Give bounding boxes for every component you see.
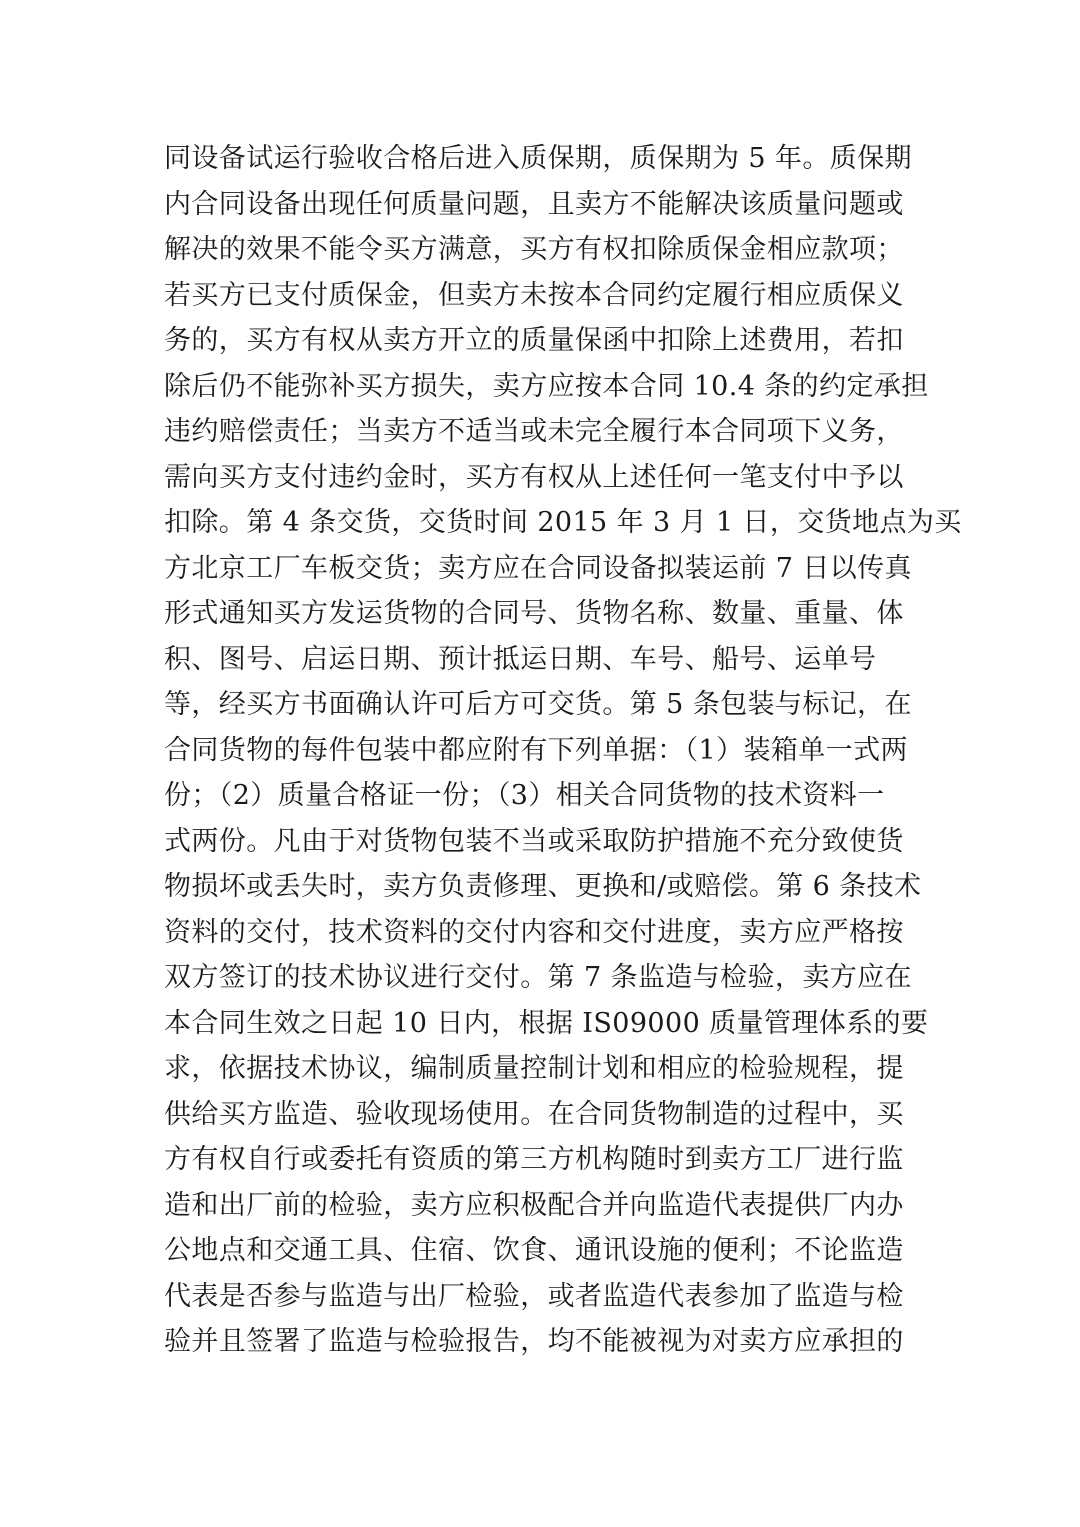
text-line: 违约赔偿责任；当卖方不适当或未完全履行本合同项下义务， bbox=[164, 416, 904, 447]
text-line: 资料的交付，技术资料的交付内容和交付进度，卖方应严格按 bbox=[164, 916, 904, 948]
text-line: 形式通知买方发运货物的合同号、货物名称、数量、重量、体 bbox=[164, 598, 904, 629]
text-line: 扣除。第 4 条交货，交货时间 2015 年 3 月 1 日，交货地点为买 bbox=[164, 507, 962, 538]
text-line: 内合同设备出现任何质量问题，且卖方不能解决该质量问题或 bbox=[164, 188, 904, 220]
text-line: 造和出厂前的检验，卖方应积极配合并向监造代表提供厂内办 bbox=[164, 1189, 904, 1221]
text-line: 需向买方支付违约金时，买方有权从上述任何一笔支付中予以 bbox=[164, 461, 904, 493]
text-line: 式两份。凡由于对货物包装不当或采取防护措施不充分致使货 bbox=[164, 825, 904, 857]
text-line: 本合同生效之日起 10 日内，根据 IS09000 质量管理体系的要 bbox=[164, 1007, 929, 1039]
text-line: 份；（2）质量合格证一份；（3）相关合同货物的技术资料一 bbox=[164, 780, 885, 811]
text-line: 供给买方监造、验收现场使用。在合同货物制造的过程中，买 bbox=[164, 1098, 904, 1130]
text-line: 等，经买方书面确认许可后方可交货。第 5 条包装与标记，在 bbox=[164, 689, 912, 720]
text-line: 合同货物的每件包装中都应附有下列单据：（1）装箱单一式两 bbox=[164, 734, 908, 766]
text-line: 若买方已支付质保金，但卖方未按本合同约定履行相应质保义 bbox=[164, 279, 904, 311]
contract-text-body bbox=[164, 136, 962, 1365]
text-line: 方有权自行或委托有资质的第三方机构随时到卖方工厂进行监 bbox=[164, 1144, 904, 1175]
text-line: 求，依据技术协议，编制质量控制计划和相应的检验规程，提 bbox=[164, 1053, 904, 1084]
text-line: 同设备试运行验收合格后进入质保期，质保期为 5 年。质保期 bbox=[164, 143, 912, 174]
text-line: 物损坏或丢失时，卖方负责修理、更换和/或赔偿。第 6 条技术 bbox=[164, 871, 922, 902]
text-line: 务的，买方有权从卖方开立的质量保函中扣除上述费用，若扣 bbox=[164, 325, 904, 356]
text-line: 除后仍不能弥补买方损失，卖方应按本合同 10.4 条的约定承担 bbox=[164, 370, 929, 402]
text-line: 验并且签署了监造与检验报告，均不能被视为对卖方应承担的 bbox=[164, 1326, 904, 1357]
text-line: 解决的效果不能令买方满意，买方有权扣除质保金相应款项； bbox=[164, 234, 904, 265]
text-line: 代表是否参与监造与出厂检验，或者监造代表参加了监造与检 bbox=[164, 1280, 904, 1312]
text-line: 双方签订的技术协议进行交付。第 7 条监造与检验，卖方应在 bbox=[164, 962, 912, 993]
text-line: 积、图号、启运日期、预计抵运日期、车号、船号、运单号 bbox=[164, 643, 877, 675]
text-line: 公地点和交通工具、住宿、饮食、通讯设施的便利；不论监造 bbox=[164, 1235, 904, 1266]
text-line: 方北京工厂车板交货；卖方应在合同设备拟装运前 7 日以传真 bbox=[164, 552, 912, 584]
